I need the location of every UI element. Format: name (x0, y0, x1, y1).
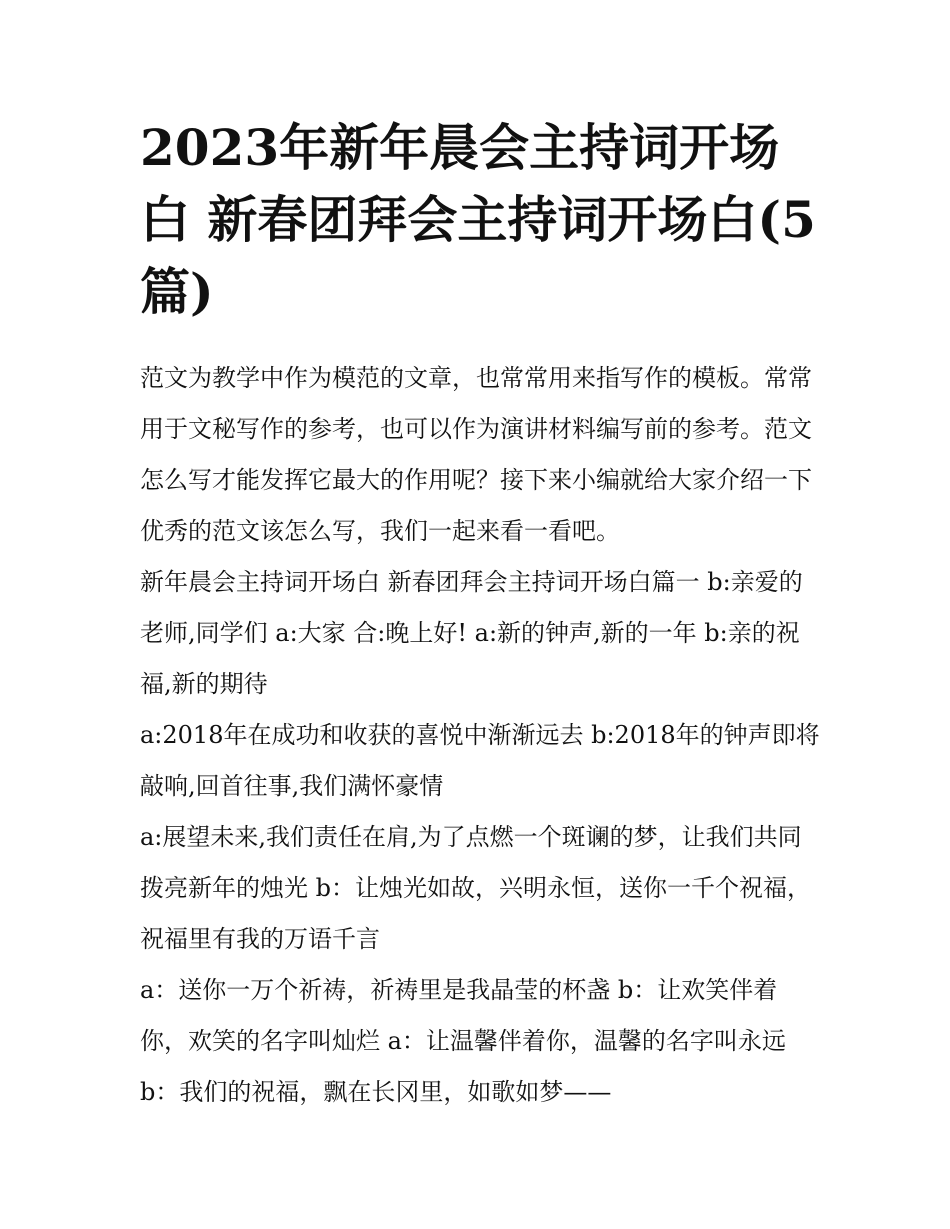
paragraph-1: 新年晨会主持词开场白 新春团拜会主持词开场白篇一 b:亲爱的老师,同学们 a:大家 合:晚上好! a:新的钟声,新的一年 b:亲的祝福,新的期待 (140, 568, 803, 698)
document-title: 2023年新年晨会主持词开场白 新春团拜会主持词开场白(5篇) (140, 118, 816, 321)
paragraph-3: a:展望未来,我们责任在肩,为了点燃一个斑谰的梦，让我们共同拨亮新年的烛光 b：让烛光如故，兴明永恒，送你一千个祝福，祝福里有我的万语千言 (140, 823, 811, 953)
paragraph-2: a:2018年在成功和收获的喜悦中渐渐远去 b:2018年的钟声即将敲响,回首往事,我们满怀豪情 (140, 721, 820, 800)
document-body (140, 353, 820, 1118)
paragraph-intro: 范文为教学中作为模范的文章，也常常用来指写作的模板。常常用于文秘写作的参考，也可以作为演讲材料编写前的参考。范文怎么写才能发挥它最大的作用呢？接下来小编就给大家介绍一下优秀的范文该怎么写，我们一起来看一看吧。 (140, 364, 812, 545)
paragraph-4: a：送你一万个祈祷，祈祷里是我晶莹的杯盏 b：让欢笑伴着你，欢笑的名字叫灿烂 a：让温馨伴着你，温馨的名字叫永远 b：我们的祝福，飘在长冈里，如歌如梦—— (140, 976, 786, 1106)
